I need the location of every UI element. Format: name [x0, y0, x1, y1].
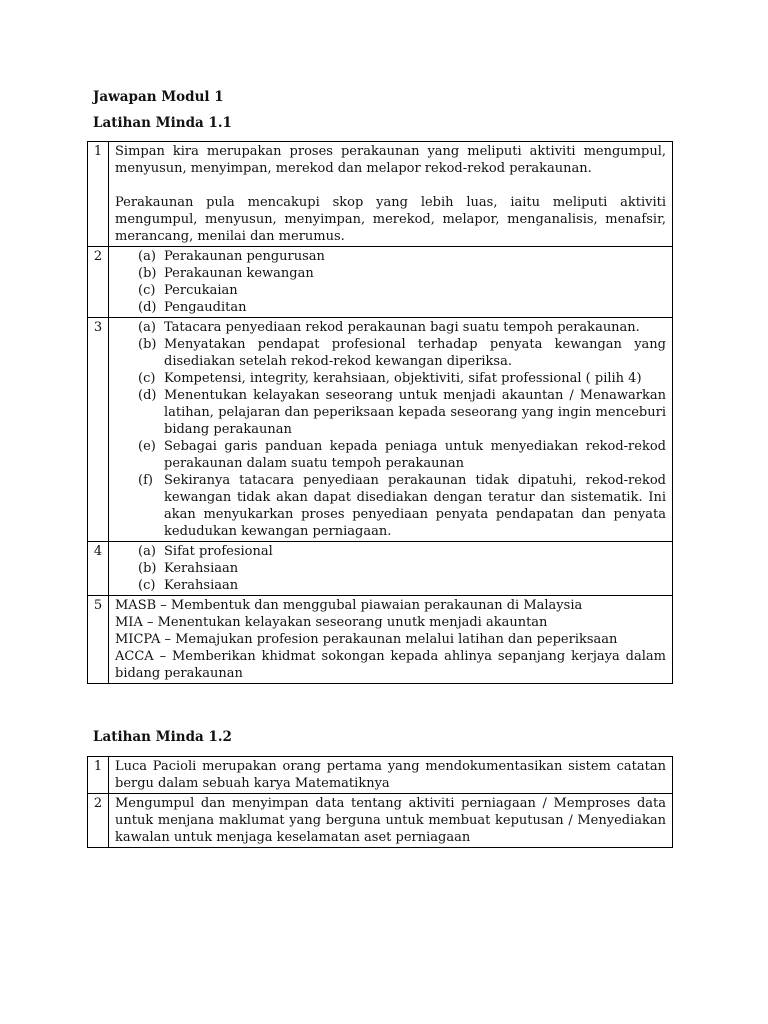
row-number: 1	[88, 757, 109, 794]
table-row	[88, 247, 673, 318]
list-item	[138, 265, 666, 282]
item-text: Percukaian	[164, 283, 238, 298]
row-number: 3	[88, 318, 109, 542]
list-item	[138, 543, 666, 560]
row-answer	[109, 542, 673, 596]
answer-paragraph: Mengumpul dan menyimpan data tentang aktiviti perniagaan / Memproses data untuk menjana maklumat yang berguna untuk membuat keputusan / Menyediakan kawalan untuk menjaga keselamatan aset perniagaan	[115, 796, 666, 845]
item-text: Perakaunan pengurusan	[164, 249, 325, 264]
item-label: (c)	[138, 578, 156, 593]
table-row	[88, 596, 673, 684]
item-text: Kompetensi, integrity, kerahsiaan, objektiviti, sifat professional ( pilih 4)	[164, 371, 642, 386]
answers-table-1-2	[87, 756, 673, 848]
item-text: Kerahsiaan	[164, 578, 239, 593]
row-answer	[109, 142, 673, 247]
item-text: Kerahsiaan	[164, 561, 239, 576]
item-label: (a)	[138, 249, 156, 264]
answers-table-1-1	[87, 141, 673, 684]
answer-line: MASB – Membentuk dan menggubal piawaian perakaunan di Malaysia	[115, 598, 583, 613]
list-item	[138, 248, 666, 265]
section-heading-1-2: Latihan Minda 1.2	[93, 729, 232, 745]
row-answer	[109, 247, 673, 318]
list-item	[138, 577, 666, 594]
list-item	[138, 319, 666, 336]
item-text: Pengauditan	[164, 300, 247, 315]
item-text: Sebagai garis panduan kepada peniaga untuk menyediakan rekod-rekod perakaunan dalam suatu tempoh perakaunan	[164, 439, 666, 471]
item-label: (b)	[138, 337, 157, 352]
list-item	[138, 387, 666, 438]
item-label: (f)	[138, 473, 153, 488]
table-row	[88, 757, 673, 794]
list-item	[138, 370, 666, 387]
item-text: Menyatakan pendapat profesional terhadap penyata kewangan yang disediakan setelah rekod-rekod kewangan diperiksa.	[164, 337, 666, 369]
list-item	[138, 438, 666, 472]
list-item	[138, 336, 666, 370]
row-number: 2	[88, 794, 109, 848]
answer-paragraph: Luca Pacioli merupakan orang pertama yang mendokumentasikan sistem catatan bergu dalam sebuah karya Matematiknya	[115, 759, 666, 791]
answer-line: MICPA – Memajukan profesion perakaunan melalui latihan dan peperiksaan	[115, 632, 618, 647]
item-text: Sekiranya tatacara penyediaan perakaunan tidak dipatuhi, rekod-rekod kewangan tidak akan dapat disediakan dengan teratur dan sistematik. Ini akan menyukarkan proses penyediaan penyata pendapatan dan penyata kedudukan kewangan perniagaan.	[164, 473, 666, 539]
item-text: Perakaunan kewangan	[164, 266, 314, 281]
row-number: 4	[88, 542, 109, 596]
item-label: (b)	[138, 561, 157, 576]
list-item	[138, 299, 666, 316]
item-label: (e)	[138, 439, 156, 454]
row-number: 2	[88, 247, 109, 318]
item-label: (a)	[138, 544, 156, 559]
list-item	[138, 560, 666, 577]
table-row	[88, 542, 673, 596]
row-number: 5	[88, 596, 109, 684]
list-item	[138, 472, 666, 540]
row-number: 1	[88, 142, 109, 247]
item-label: (c)	[138, 283, 156, 298]
row-answer	[109, 794, 673, 848]
item-label: (b)	[138, 266, 157, 281]
item-text: Tatacara penyediaan rekod perakaunan bagi suatu tempoh perakaunan.	[164, 320, 640, 335]
item-label: (a)	[138, 320, 156, 335]
item-label: (d)	[138, 388, 157, 403]
item-label: (c)	[138, 371, 156, 386]
answer-line: ACCA – Memberikan khidmat sokongan kepada ahlinya sepanjang kerjaya dalam bidang perakaunan	[115, 649, 666, 681]
row-answer	[109, 596, 673, 684]
item-text: Sifat profesional	[164, 544, 273, 559]
answer-paragraph: Simpan kira merupakan proses perakaunan yang meliputi aktiviti mengumpul, menyusun, menyimpan, merekod dan melapor rekod-rekod perakaunan.	[115, 144, 666, 176]
answer-paragraph: Perakaunan pula mencakupi skop yang lebih luas, iaitu meliputi aktiviti mengumpul, menyusun, menyimpan, merekod, melapor, menganalisis, menafsir, merancang, menilai dan merumus.	[115, 195, 666, 244]
item-label: (d)	[138, 300, 157, 315]
table-row	[88, 142, 673, 247]
document-title: Jawapan Modul 1	[93, 89, 224, 105]
table-row	[88, 318, 673, 542]
item-text: Menentukan kelayakan seseorang untuk menjadi akauntan / Menawarkan latihan, pelajaran dan peperiksaan kepada seseorang yang ingin menceburi bidang perakaunan	[164, 388, 666, 437]
table-row	[88, 794, 673, 848]
answer-line: MIA – Menentukan kelayakan seseorang unutk menjadi akauntan	[115, 615, 548, 630]
row-answer	[109, 318, 673, 542]
list-item	[138, 282, 666, 299]
section-heading-1-1: Latihan Minda 1.1	[93, 115, 232, 131]
row-answer	[109, 757, 673, 794]
